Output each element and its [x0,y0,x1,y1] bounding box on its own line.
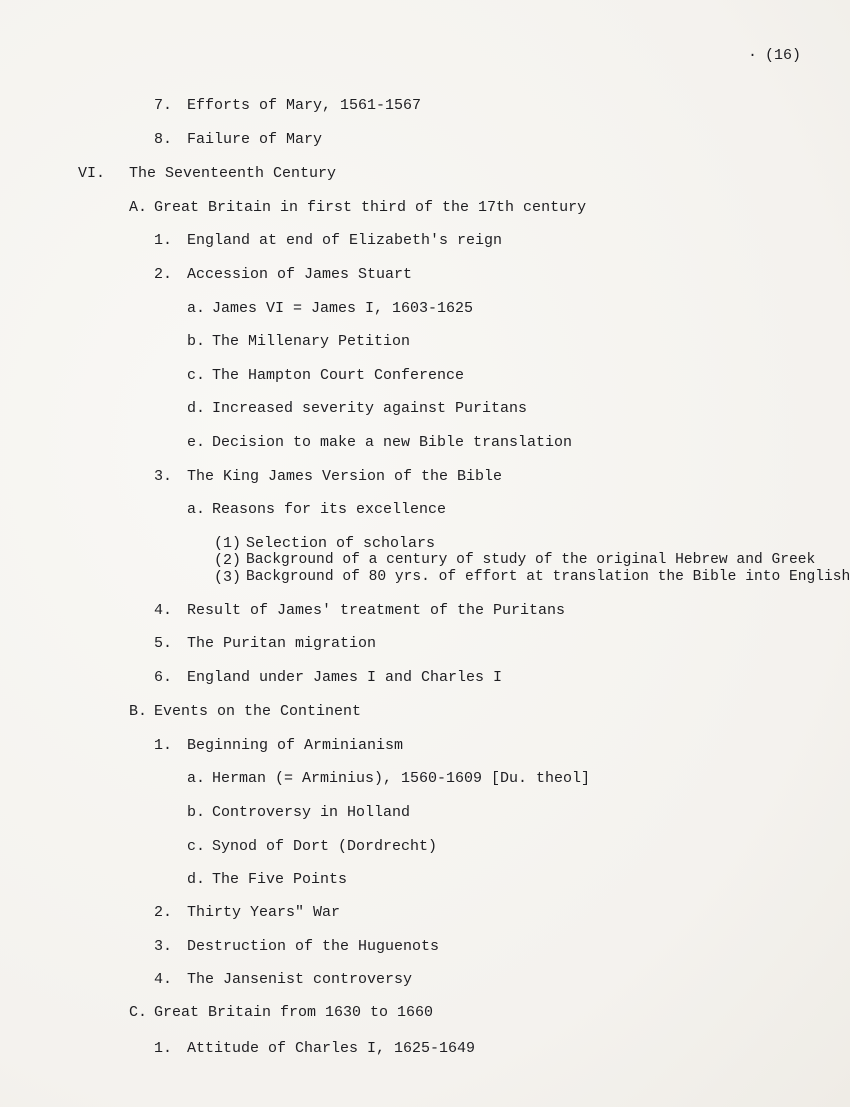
outline-item: James VI = James I, 1603-1625 [212,300,474,317]
outline-item: Controversy in Holland [212,804,411,821]
outline-marker: B. [129,703,148,720]
outline-marker: 8. [154,131,173,148]
outline-marker: b. [187,804,206,821]
outline-item: Selection of scholars [246,535,436,552]
outline-item: The King James Version of the Bible [187,468,503,485]
outline-marker: 3. [154,468,173,485]
outline-item: Great Britain in first third of the 17th century [154,199,587,216]
outline-item: Thirty Years" War [187,904,341,921]
outline-marker: c. [187,367,206,384]
outline-marker: 1. [154,737,173,754]
outline-marker: C. [129,1004,148,1021]
outline-marker: d. [187,400,206,417]
outline-item: Events on the Continent [154,703,362,720]
outline-item: Attitude of Charles I, 1625-1649 [187,1040,476,1057]
outline-marker: (2) [214,552,242,569]
outline-marker: VI. [78,165,106,182]
outline-marker: 7. [154,97,173,114]
outline-marker: 6. [154,669,173,686]
outline-marker: e. [187,434,206,451]
outline-item: Result of James' treatment of the Puritans [187,602,566,619]
outline-marker: 2. [154,266,173,283]
outline-marker: (3) [214,569,242,586]
outline-marker: d. [187,871,206,888]
section-heading: The Seventeenth Century [129,165,337,182]
outline-item: The Five Points [212,871,348,888]
outline-item: Reasons for its excellence [212,501,447,518]
outline-marker: 4. [154,602,173,619]
outline-marker: a. [187,770,206,787]
outline-marker: c. [187,838,206,855]
outline-item: England under James I and Charles I [187,669,503,686]
outline-marker: (1) [214,535,242,552]
outline-item: Background of 80 yrs. of effort at translation the Bible into English [246,569,850,585]
outline-item: Background of a century of study of the original Hebrew and Greek [246,552,816,568]
outline-item: Beginning of Arminianism [187,737,404,754]
outline-item: Increased severity against Puritans [212,400,528,417]
outline-item: Destruction of the Huguenots [187,938,440,955]
outline-item: The Millenary Petition [212,333,411,350]
outline-marker: a. [187,300,206,317]
outline-item: Great Britain from 1630 to 1660 [154,1004,434,1021]
outline-marker: 5. [154,635,173,652]
outline-item: The Jansenist controversy [187,971,413,988]
outline-item: England at end of Elizabeth's reign [187,232,503,249]
outline-item: Decision to make a new Bible translation [212,434,573,451]
outline-marker: a. [187,501,206,518]
outline-item: Efforts of Mary, 1561-1567 [187,97,422,114]
outline-item: Accession of James Stuart [187,266,413,283]
outline-marker: A. [129,199,148,216]
page-number-text: (16) [765,47,802,64]
outline-item: The Hampton Court Conference [212,367,465,384]
page-mark: · [748,47,758,64]
page-number [748,47,801,64]
outline-item: The Puritan migration [187,635,377,652]
outline-marker: 3. [154,938,173,955]
outline-marker: 1. [154,1040,173,1057]
outline-marker: 1. [154,232,173,249]
outline-item: Synod of Dort (Dordrecht) [212,838,438,855]
outline-item: Failure of Mary [187,131,323,148]
outline-item: Herman (= Arminius), 1560-1609 [Du. theol] [212,770,591,787]
outline-marker: 2. [154,904,173,921]
outline-marker: 4. [154,971,173,988]
outline-marker: b. [187,333,206,350]
